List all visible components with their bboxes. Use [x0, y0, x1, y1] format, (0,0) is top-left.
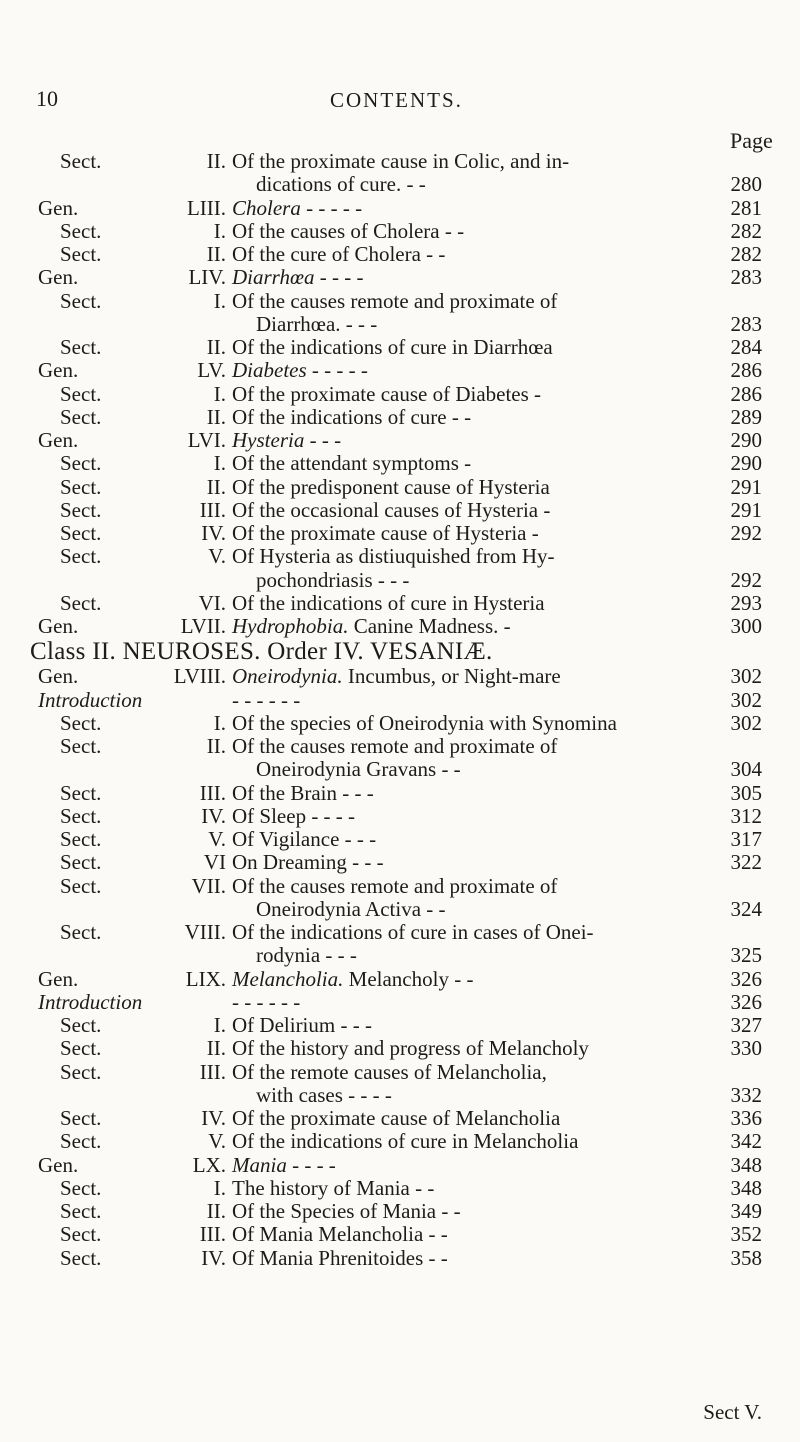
- toc-entry: [0, 1154, 800, 1177]
- entry-page: 348: [730, 1175, 762, 1200]
- class-heading: [0, 638, 800, 665]
- page-number: 10: [36, 86, 58, 111]
- entry-label: Sect.: [60, 803, 102, 828]
- toc-entry: [0, 452, 800, 475]
- entry-number: V.: [208, 544, 226, 569]
- toc-entry: [0, 359, 800, 382]
- entry-title: The history of Mania - -: [232, 1175, 435, 1200]
- entry-title: Of the proximate cause of Hysteria -: [232, 521, 539, 545]
- entry-page: 291: [730, 497, 762, 522]
- entry-number: III.: [199, 780, 226, 805]
- entry-page: 322: [730, 850, 762, 875]
- entry-label: Sect.: [60, 242, 102, 266]
- entry-number: IV.: [201, 1245, 226, 1270]
- toc-entry: [0, 476, 800, 499]
- entry-number: I.: [213, 381, 226, 406]
- toc-entry: [0, 1061, 800, 1084]
- entry-label: Sect.: [60, 1129, 102, 1154]
- toc-entry: [0, 197, 800, 220]
- toc-entry: [0, 1200, 800, 1223]
- entry-title: Oneirodynia. Incumbus, or Night-mare: [232, 664, 561, 689]
- entry-number: IV.: [201, 521, 226, 545]
- entry-title: with cases - - - -: [256, 1082, 392, 1107]
- entry-number: II.: [206, 1199, 226, 1223]
- entry-title: Hydrophobia. Canine Madness. -: [232, 614, 511, 638]
- entry-title: Of Delirium - - -: [232, 1013, 372, 1037]
- toc-entry: [0, 499, 800, 522]
- running-title: CONTENTS.: [330, 88, 463, 112]
- entry-label: Sect.: [60, 451, 102, 476]
- entry-page: 348: [730, 1152, 762, 1177]
- entry-label: Sect.: [60, 521, 102, 545]
- entry-number: V.: [208, 827, 226, 851]
- entry-page: 332: [730, 1082, 762, 1107]
- toc-entry: [0, 875, 800, 898]
- entry-number: VI: [203, 850, 226, 875]
- entry-label: Sect.: [60, 404, 102, 429]
- entry-number: IV.: [201, 803, 226, 828]
- entry-number: LVIII.: [173, 664, 226, 689]
- entry-page: 289: [730, 404, 762, 429]
- entry-label: Sect.: [60, 1245, 102, 1270]
- toc-entry: [0, 968, 800, 991]
- toc-entry: [0, 290, 800, 313]
- entry-label: Sect.: [60, 544, 102, 569]
- toc-entry: [0, 150, 800, 173]
- entry-page: 292: [730, 521, 762, 545]
- entry-title: Of the predisponent cause of Hysteria: [232, 474, 550, 499]
- entry-number: VII.: [191, 873, 226, 898]
- toc-entry: [0, 592, 800, 615]
- entry-title: Of the proximate cause of Melancholia: [232, 1106, 561, 1130]
- entry-page: 324: [730, 896, 762, 921]
- entry-number: I.: [213, 218, 226, 243]
- entry-number: III.: [199, 497, 226, 522]
- toc-entry: [0, 1107, 800, 1130]
- entry-number: III.: [199, 1059, 226, 1084]
- toc-entry: [0, 1130, 800, 1153]
- entry-page: 281: [730, 195, 762, 220]
- toc-entry: [0, 1247, 800, 1270]
- toc-entry: [0, 1037, 800, 1060]
- entry-label: Sect.: [60, 1222, 102, 1247]
- entry-title: Cholera - - - - -: [232, 195, 363, 220]
- class-heading-text: Class II. NEUROSES. Order IV. VESANIÆ.: [30, 638, 493, 666]
- entry-title: Of the indications of cure in Diarrhœa: [232, 335, 553, 359]
- toc-entry: [0, 1084, 800, 1107]
- entry-label: Gen.: [38, 265, 79, 290]
- toc-entry: [0, 1014, 800, 1037]
- entry-label: Sect.: [60, 850, 102, 875]
- toc-entry: [0, 758, 800, 781]
- toc-entry: [0, 828, 800, 851]
- entry-number: II.: [206, 404, 226, 429]
- entry-label: Gen.: [38, 664, 79, 689]
- entry-title: Of the Species of Mania - -: [232, 1199, 461, 1223]
- entry-title: - - - - - -: [232, 989, 301, 1014]
- entry-label: Gen.: [38, 966, 79, 991]
- toc-entry: [0, 336, 800, 359]
- entry-page: 290: [730, 451, 762, 476]
- toc-entry: [0, 173, 800, 196]
- entry-page: 317: [730, 827, 762, 851]
- toc-entry: [0, 991, 800, 1014]
- entry-title: Of the occasional causes of Hysteria -: [232, 497, 551, 522]
- entry-page: 342: [730, 1129, 762, 1154]
- entry-title: Of the causes remote and proximate of: [232, 288, 558, 313]
- entry-page: 349: [730, 1199, 762, 1223]
- toc-entry: [0, 243, 800, 266]
- toc-entry: [0, 1177, 800, 1200]
- entry-label: Introduction: [38, 989, 143, 1014]
- entry-page: 312: [730, 803, 762, 828]
- entry-label: Sect.: [60, 288, 102, 313]
- entry-label: Sect.: [60, 920, 102, 944]
- entry-number: LX.: [192, 1152, 226, 1177]
- entry-title: Of the causes of Cholera - -: [232, 218, 465, 243]
- entry-page: 302: [730, 710, 762, 735]
- entry-title: Diarrhœa - - - -: [232, 265, 364, 290]
- entry-page: 286: [730, 358, 762, 383]
- entry-number: II.: [206, 734, 226, 758]
- entry-page: 282: [730, 218, 762, 243]
- entry-title: Of the cure of Cholera - -: [232, 242, 446, 266]
- toc-entry: [0, 735, 800, 758]
- entry-number: LIX.: [185, 966, 226, 991]
- entry-title: Of Vigilance - - -: [232, 827, 377, 851]
- toc-entry: [0, 313, 800, 336]
- entry-title: Of the indications of cure in cases of Onei-: [232, 920, 594, 944]
- toc-entry: [0, 266, 800, 289]
- entry-page: 286: [730, 381, 762, 406]
- entry-number: II.: [206, 242, 226, 266]
- entry-page: 304: [730, 757, 762, 782]
- toc-entry: [0, 383, 800, 406]
- page-column-label: Page: [730, 128, 773, 153]
- entry-label: Sect.: [60, 497, 102, 522]
- entry-label: Sect.: [60, 827, 102, 851]
- toc-entry: [0, 944, 800, 967]
- entry-label: Sect.: [60, 780, 102, 805]
- entry-title: Oneirodynia Activa - -: [256, 896, 446, 921]
- entry-label: Sect.: [60, 381, 102, 406]
- toc-entry: [0, 851, 800, 874]
- entry-number: II.: [206, 335, 226, 359]
- entry-title: Mania - - - -: [232, 1152, 336, 1177]
- entry-label: Sect.: [60, 1036, 102, 1061]
- entry-page: 284: [730, 335, 762, 359]
- entry-page: 283: [730, 265, 762, 290]
- entry-label: Sect.: [60, 590, 102, 615]
- entry-title: Of the Brain - - -: [232, 780, 374, 805]
- entry-page: 336: [730, 1106, 762, 1130]
- entry-page: 282: [730, 242, 762, 266]
- entry-label: Gen.: [38, 1152, 79, 1177]
- entry-number: III.: [199, 1222, 226, 1247]
- toc-entry: [0, 522, 800, 545]
- entry-page: 326: [730, 989, 762, 1014]
- entry-page: 291: [730, 474, 762, 499]
- toc-entry: [0, 569, 800, 592]
- entry-title: Of the species of Oneirodynia with Synomina: [232, 710, 617, 735]
- toc-entry: [0, 689, 800, 712]
- entry-label: Sect.: [60, 1013, 102, 1037]
- entry-label: Gen.: [38, 614, 79, 638]
- entry-title: Of the causes remote and proximate of: [232, 873, 558, 898]
- toc-entry: [0, 220, 800, 243]
- entry-title: Of the proximate cause of Diabetes -: [232, 381, 542, 406]
- entry-title: Of Mania Melancholia - -: [232, 1222, 448, 1247]
- entry-number: II.: [206, 474, 226, 499]
- toc-entry: [0, 898, 800, 921]
- entry-number: II.: [206, 1036, 226, 1061]
- entry-title: Diabetes - - - - -: [232, 358, 368, 383]
- entry-page: 293: [730, 590, 762, 615]
- entry-label: Sect.: [60, 710, 102, 735]
- entry-number: LVII.: [180, 614, 226, 638]
- entry-label: Sect.: [60, 149, 102, 173]
- entry-page: 283: [730, 311, 762, 336]
- entry-title: Of the history and progress of Melancholy: [232, 1036, 589, 1061]
- entry-label: Gen.: [38, 195, 79, 220]
- entry-number: I.: [213, 710, 226, 735]
- entry-label: Sect.: [60, 1106, 102, 1130]
- entry-title: Of the indications of cure - -: [232, 404, 472, 429]
- table-of-contents: [0, 150, 800, 1270]
- toc-entry: [0, 1223, 800, 1246]
- entry-page: 302: [730, 687, 762, 712]
- page-header: [0, 86, 800, 116]
- entry-title: Melancholia. Melancholy - -: [232, 966, 474, 991]
- entry-title: On Dreaming - - -: [232, 850, 384, 875]
- entry-label: Sect.: [60, 734, 102, 758]
- entry-number: VIII.: [184, 920, 226, 944]
- entry-number: LV.: [197, 358, 226, 383]
- entry-page: 300: [730, 614, 762, 638]
- entry-title: Oneirodynia Gravans - -: [256, 757, 461, 782]
- entry-label: Sect.: [60, 1199, 102, 1223]
- entry-number: V.: [208, 1129, 226, 1154]
- entry-number: VI.: [198, 590, 226, 615]
- entry-title: rodynia - - -: [256, 943, 357, 968]
- entry-title: Of the indications of cure in Hysteria: [232, 590, 545, 615]
- entry-number: I.: [213, 1175, 226, 1200]
- entry-page: 292: [730, 567, 762, 592]
- entry-title: Of the causes remote and proximate of: [232, 734, 558, 758]
- entry-page: 290: [730, 428, 762, 452]
- entry-title: Hysteria - - -: [232, 428, 342, 452]
- entry-title: Of the indications of cure in Melancholia: [232, 1129, 579, 1154]
- entry-page: 280: [730, 172, 762, 197]
- entry-page: 358: [730, 1245, 762, 1270]
- entry-title: pochondriasis - - -: [256, 567, 410, 592]
- entry-page: 327: [730, 1013, 762, 1037]
- entry-number: I.: [213, 451, 226, 476]
- entry-number: II.: [206, 149, 226, 173]
- entry-title: Of the attendant symptoms -: [232, 451, 472, 476]
- entry-page: 330: [730, 1036, 762, 1061]
- entry-label: Sect.: [60, 218, 102, 243]
- entry-title: Diarrhœa. - - -: [256, 311, 378, 336]
- toc-entry: [0, 665, 800, 688]
- entry-label: Gen.: [38, 358, 79, 383]
- entry-page: 305: [730, 780, 762, 805]
- entry-number: I.: [213, 288, 226, 313]
- toc-entry: [0, 406, 800, 429]
- entry-number: LVI.: [187, 428, 226, 452]
- entry-label: Sect.: [60, 1175, 102, 1200]
- entry-label: Sect.: [60, 873, 102, 898]
- entry-title: Of Mania Phrenitoides - -: [232, 1245, 448, 1270]
- entry-label: Sect.: [60, 335, 102, 359]
- entry-page: 326: [730, 966, 762, 991]
- entry-label: Gen.: [38, 428, 79, 452]
- entry-title: - - - - - -: [232, 687, 301, 712]
- toc-entry: [0, 615, 800, 638]
- entry-number: IV.: [201, 1106, 226, 1130]
- toc-entry: [0, 712, 800, 735]
- entry-page: 325: [730, 943, 762, 968]
- entry-label: Sect.: [60, 474, 102, 499]
- toc-entry: [0, 805, 800, 828]
- entry-number: LIV.: [188, 265, 226, 290]
- toc-entry: [0, 429, 800, 452]
- entry-label: Introduction: [38, 687, 143, 712]
- entry-number: LIII.: [186, 195, 226, 220]
- toc-entry: [0, 545, 800, 568]
- entry-title: Of the remote causes of Melancholia,: [232, 1059, 547, 1084]
- toc-entry: [0, 782, 800, 805]
- entry-page: 302: [730, 664, 762, 689]
- toc-entry: [0, 921, 800, 944]
- entry-number: I.: [213, 1013, 226, 1037]
- entry-title: Of Sleep - - - -: [232, 803, 356, 828]
- entry-title: Of Hysteria as distiuquished from Hy-: [232, 544, 555, 569]
- entry-page: 352: [730, 1222, 762, 1247]
- entry-label: Sect.: [60, 1059, 102, 1084]
- entry-title: Of the proximate cause in Colic, and in-: [232, 149, 570, 173]
- catchword: Sect V.: [703, 1400, 762, 1424]
- entry-title: dications of cure. - -: [256, 172, 426, 197]
